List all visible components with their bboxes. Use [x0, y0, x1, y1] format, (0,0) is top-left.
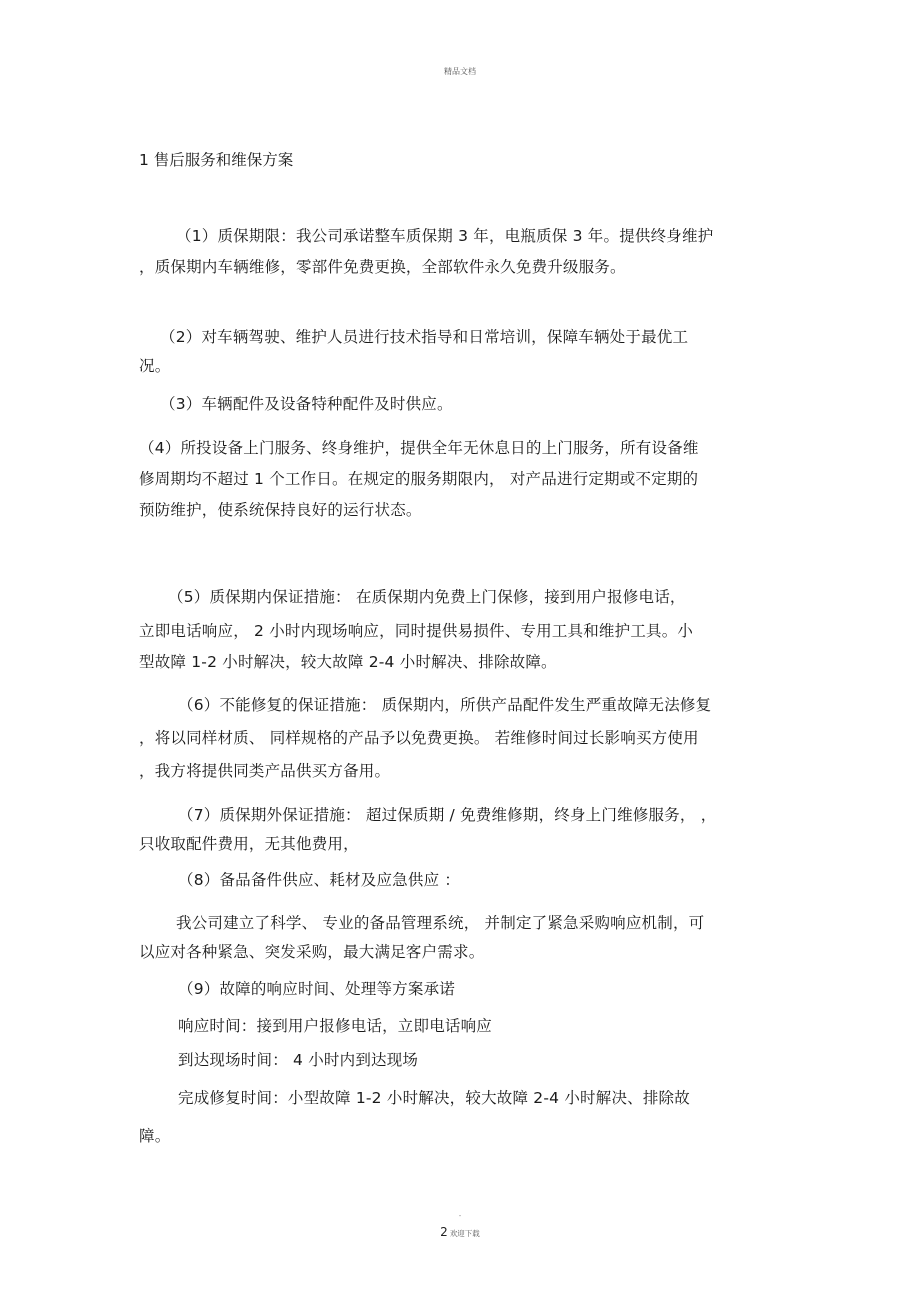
paragraph-7-line-2: 只收取配件费用，无其他费用，	[139, 835, 359, 853]
paragraph-11-line-1: 响应时间：接到用户报修电话，立即电话响应	[178, 1017, 493, 1035]
page-footer	[0, 1221, 920, 1240]
paragraph-1-line-2: ，质保期内车辆维修，零部件免费更换，全部软件永久免费升级服务。	[139, 258, 626, 276]
paragraph-13-line-2: 障。	[139, 1127, 171, 1145]
page-number: 2	[440, 1225, 448, 1239]
paragraph-8-line-1: （8）备品备件供应、耗材及应急供应 ：	[178, 871, 461, 889]
paragraph-5-line-1: （5）质保期内保证措施： 在质保期内免费上门保修，接到用户报修电话，	[168, 588, 686, 606]
paragraph-2-line-1: （2）对车辆驾驶、维护人员进行技术指导和日常培训，保障车辆处于最优工	[160, 328, 689, 346]
paragraph-4-line-2: 修周期均不超过 1 个工作日。在规定的服务期限内， 对产品进行定期或不定期的	[139, 470, 699, 488]
paragraph-5-line-2: 立即电话响应， 2 小时内现场响应，同时提供易损件、专用工具和维护工具。小	[139, 622, 694, 640]
paragraph-9-line-2: 以应对各种紧急、突发采购，最大满足客户需求。	[139, 943, 485, 961]
paragraph-7-line-1: （7）质保期外保证措施： 超过保质期 / 免费维修期，终身上门维修服务， ，	[178, 806, 717, 824]
paragraph-12-line-1: 到达现场时间： 4 小时内到达现场	[178, 1051, 419, 1069]
paragraph-4-line-1: （4）所投设备上门服务、终身维护，提供全年无休息日的上门服务，所有设备维	[139, 439, 699, 457]
paragraph-5-line-3: 型故障 1-2 小时解决，较大故障 2-4 小时解决、排除故障。	[139, 653, 557, 671]
paragraph-1-line-1	[176, 224, 713, 246]
paragraph-13-line-1: 完成修复时间：小型故障 1-2 小时解决，较大故障 2-4 小时解决、排除故	[178, 1089, 690, 1107]
paragraph-4-line-3: 预防维护，使系统保持良好的运行状态。	[139, 501, 422, 519]
paragraph-10-line-1: （9）故障的响应时间、处理等方案承诺	[178, 980, 455, 998]
footer-text: 欢迎下载	[449, 1229, 480, 1238]
paragraph-2-line-2: 况。	[139, 357, 171, 375]
paragraph-3-line-1: （3）车辆配件及设备特种配件及时供应。	[160, 395, 453, 413]
paragraph-6-line-2: ，将以同样材质、 同样规格的产品予以免费更换。 若维修时间过长影响买方使用	[139, 729, 699, 747]
paragraph-9-line-1: 我公司建立了科学、 专业的备品管理系统， 并制定了紧急采购响应机制，可	[176, 914, 705, 932]
text-line: （1）质保期限：我公司承诺整车质保期 3 年，电瓶质保 3 年。提供终身维护	[176, 227, 714, 245]
page-header: 精品文档	[444, 67, 476, 76]
paragraph-6-line-1: （6）不能修复的保证措施： 质保期内，所供产品配件发生严重故障无法修复	[178, 696, 712, 714]
paragraph-6-line-3: ，我方将提供同类产品供买方备用。	[139, 762, 391, 780]
section-title: 1 售后服务和维保方案	[139, 151, 294, 169]
footer-dot: -	[458, 1212, 462, 1220]
